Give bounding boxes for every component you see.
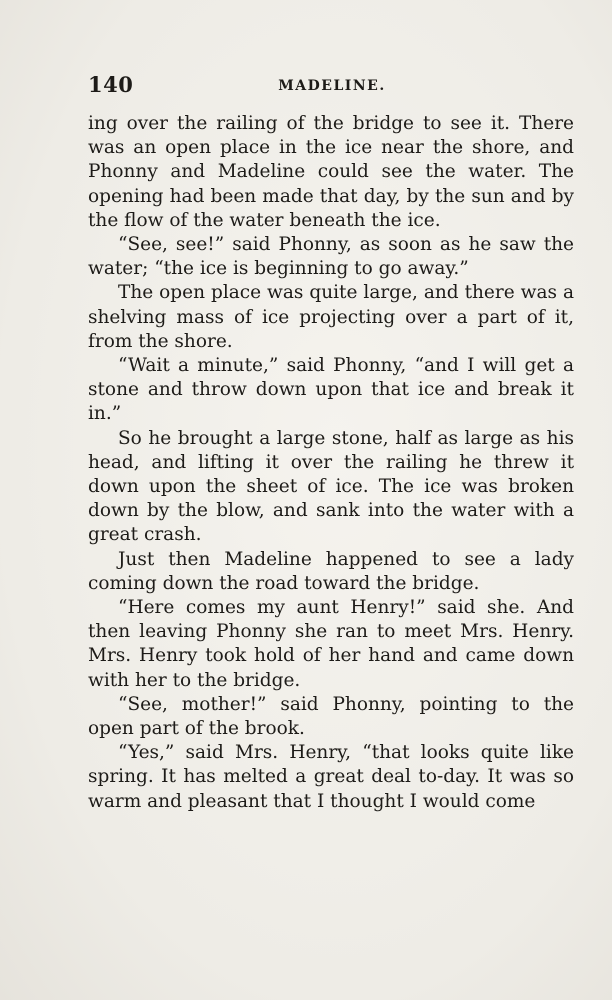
paragraph: “Wait a minute,” said Phonny, “and I will get a stone and throw down upon that ice and break it in.”: [88, 355, 574, 425]
page-number: 140: [88, 72, 134, 97]
paragraph: “Here comes my aunt Henry!” said she. And then leaving Phonny she ran to meet Mrs. Henry. Mrs. Henry took hold of her hand and came down with her to the bridge.: [88, 597, 574, 691]
running-title: MADELINE.: [278, 78, 386, 94]
paragraph: ing over the railing of the bridge to see it. There was an open place in the ice near the shore, and Phonny and Madeline could see the water. The opening had been made that day, by the sun and by the flow of the water beneath the ice.: [88, 113, 574, 231]
paragraph: “Yes,” said Mrs. Henry, “that looks quite like spring. It has melted a great deal to-day. It was so warm and pleasant that I thought I would come: [88, 742, 574, 812]
paragraph: “See, mother!” said Phonny, pointing to the open part of the brook.: [88, 693, 574, 740]
body-text: [88, 112, 574, 814]
paragraph: “See, see!” said Phonny, as soon as he saw the water; “the ice is beginning to go away.”: [88, 234, 574, 280]
paragraph: So he brought a large stone, half as large as his head, and lifting it over the railing he threw it down upon the sheet of ice. The ice was broken down by the blow, and sank into the water with a great crash.: [88, 427, 574, 546]
paragraph: The open place was quite large, and there was a shelving mass of ice projecting over a part of it, from the shore.: [88, 282, 574, 352]
page-header: [88, 72, 576, 102]
paragraph: Just then Madeline happened to see a lady coming down the road toward the bridge.: [88, 548, 574, 594]
